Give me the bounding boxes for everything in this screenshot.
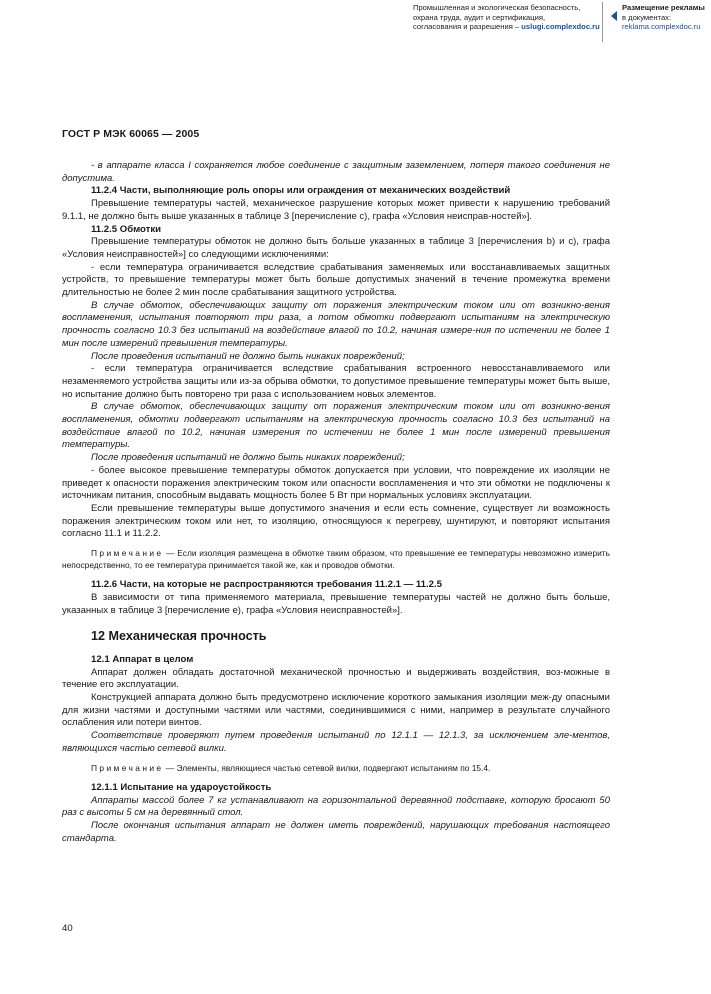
ads-title: Размещение рекламы [622, 3, 705, 12]
paragraph: Аппарат должен обладать достаточной механической прочностью и выдерживать воздействия, воз-можные в течение его эксплуатации. [62, 666, 610, 691]
paragraph: После проведения испытаний не должно быть никаких повреждений; [91, 350, 405, 362]
paragraph: Конструкцией аппарата должно быть предусмотрено исключение короткого замыкания изоляции меж-ду опасными для жизни частями и доступными частями или частями, соединившимися с ними, например в результате случайного ослабления или потери винтов. [62, 692, 610, 729]
banner-line-text: согласования и разрешения – [413, 22, 520, 32]
paragraph: После окончания испытания аппарат не должен иметь повреждений, нарушающих требования настоящего стандарта. [62, 820, 610, 844]
services-banner[interactable] [413, 3, 603, 32]
paragraph: В зависимости от типа применяемого материала, превышение температуры частей не должно быть больше, указанных в таблице 3 [перечисление е), графа «Условия неисправностей»]. [62, 591, 610, 616]
paragraph: Превышение температуры обмоток не должно быть больше указанных в таблице 3 [перечисления b) и с), графа «Условия неисправностей»] со следующими исключениями: [62, 236, 610, 260]
paragraph: После проведения испытаний не должно быть никаких повреждений; [91, 452, 405, 464]
paragraph: Если превышение температуры выше допустимого значения и если есть сомнение, существует ли возможность поражения электрическим током или нет, то изоляцию, относящуюся к перегреву, шунтируют, и повторяют испытания согласно 11.1 и 11.2.2. [62, 502, 610, 540]
paragraph: Аппараты массой более 7 кг устанавливают на горизонтальной деревянной подставке, которую бросают 50 раз с высоты 5 см на деревянный стол. [62, 794, 610, 819]
paragraph: Соответствие проверяют путем проведения испытаний по 12.1.1 — 12.1.3, за исключением эле-ментов, являющихся частью сетевой вилки. [62, 730, 610, 754]
subsection-heading: 11.2.5 Обмотки [91, 223, 162, 235]
subsection-heading: 12.1 Аппарат в целом [91, 653, 194, 665]
ads-site-link[interactable]: reklama.complexdoc.ru [622, 22, 701, 32]
note-text: — Если изоляция размещена в обмотке таким образом, что превышение ее температуры невозможно измерить непосредственно, то ее температура принимается такой же, как и проводов обмотки. [62, 548, 610, 570]
note [62, 548, 610, 571]
note-label: Примечание [91, 548, 164, 559]
note [62, 763, 610, 775]
subsection-heading: 12.1.1 Испытание на удароустойкость [91, 782, 272, 794]
subsection-heading: 11.2.4 Части, выполняющие роль опоры или ограждения от механических воздействий [91, 185, 511, 197]
subsection-heading: 11.2.6 Части, на которые не распространяются требования 11.2.1 — 11.2.5 [91, 579, 443, 591]
banner-line: охрана труда, аудит и сертификация, [413, 12, 546, 22]
note-label: Примечание [91, 762, 164, 773]
arrow-left-icon [611, 11, 617, 21]
note-text: — Элементы, являющиеся частью сетевой вилки, подвергают испытаниям по 15.4. [163, 762, 491, 773]
page-content [62, 160, 610, 846]
ads-subtitle: в документах: [622, 12, 672, 22]
banner-divider [602, 2, 603, 42]
paragraph: В случае обмоток, обеспечивающих защиту от поражения электрическим током или от возникно-вения воспламенения, обмотки подвергают испытаниям на электрическую прочность согласно 10.3 без испытаний на воздействие влагой по 10.2, начиная измерения по истечении не более 1 мин после измерений превышения температуры. [62, 401, 610, 451]
paragraph: - в аппарате класса I сохраняется любое соединение с защитным заземлением, потеря такого соединения не допустима. [62, 160, 610, 184]
paragraph: - более высокое превышение температуры обмоток допускается при условии, что повреждение их изоляции не приведет к опасности поражения электрическим током или опасности воспламенения и что эти обмотки не подключены к источникам питания, способным выдавать мощность более 5 Вт при нормальных условиях эксплуатации. [62, 464, 610, 502]
document-title: ГОСТ Р МЭК 60065 — 2005 [62, 128, 200, 140]
paragraph: Превышение температуры частей, механическое разрушение которых может привести к нарушению требований 9.1.1, не должно быть выше указанных в таблице 3 [перечисление с), графа «Условия неисправ-ностей»]. [62, 198, 610, 222]
paragraph: В случае обмоток, обеспечивающих защиту от поражения электрическим током или от возникно-вения воспламенения, испытания повторяют три раза, а потом обмотки подвергают испытаниям на электрическую прочность согласно 10.3 без испытаний на воздействие влагой по 10.2, начиная измере-ния по истечении не более 1 мин после измерений превышения температуры. [62, 299, 610, 349]
paragraph: - если температура ограничивается вследствие срабатывания встроенного невосстанавливаемого или незаменяемого устройства защиты или из-за обрыва обмотки, то допустимое превышение температуры может быть выше, но испытание должно быть повторено три раза с использованием новых элементов. [62, 363, 610, 400]
page-number: 40 [62, 923, 73, 934]
services-site-link[interactable]: uslugi.complexdoc.ru [521, 22, 600, 32]
ads-banner[interactable] [622, 3, 710, 32]
banner-line: Промышленная и экологическая безопасность, [413, 3, 581, 12]
section-heading: 12 Механическая прочность [91, 629, 267, 644]
banner-line [413, 22, 603, 32]
paragraph: - если температура ограничивается вследствие срабатывания заменяемых или восстанавливаемых защитных устройств, то превышение температуры может быть больше допустимых значений в течение промежутка времени длительностью не более 2 мин после срабатывания защитного устройства. [62, 261, 610, 299]
top-banner [0, 0, 711, 52]
